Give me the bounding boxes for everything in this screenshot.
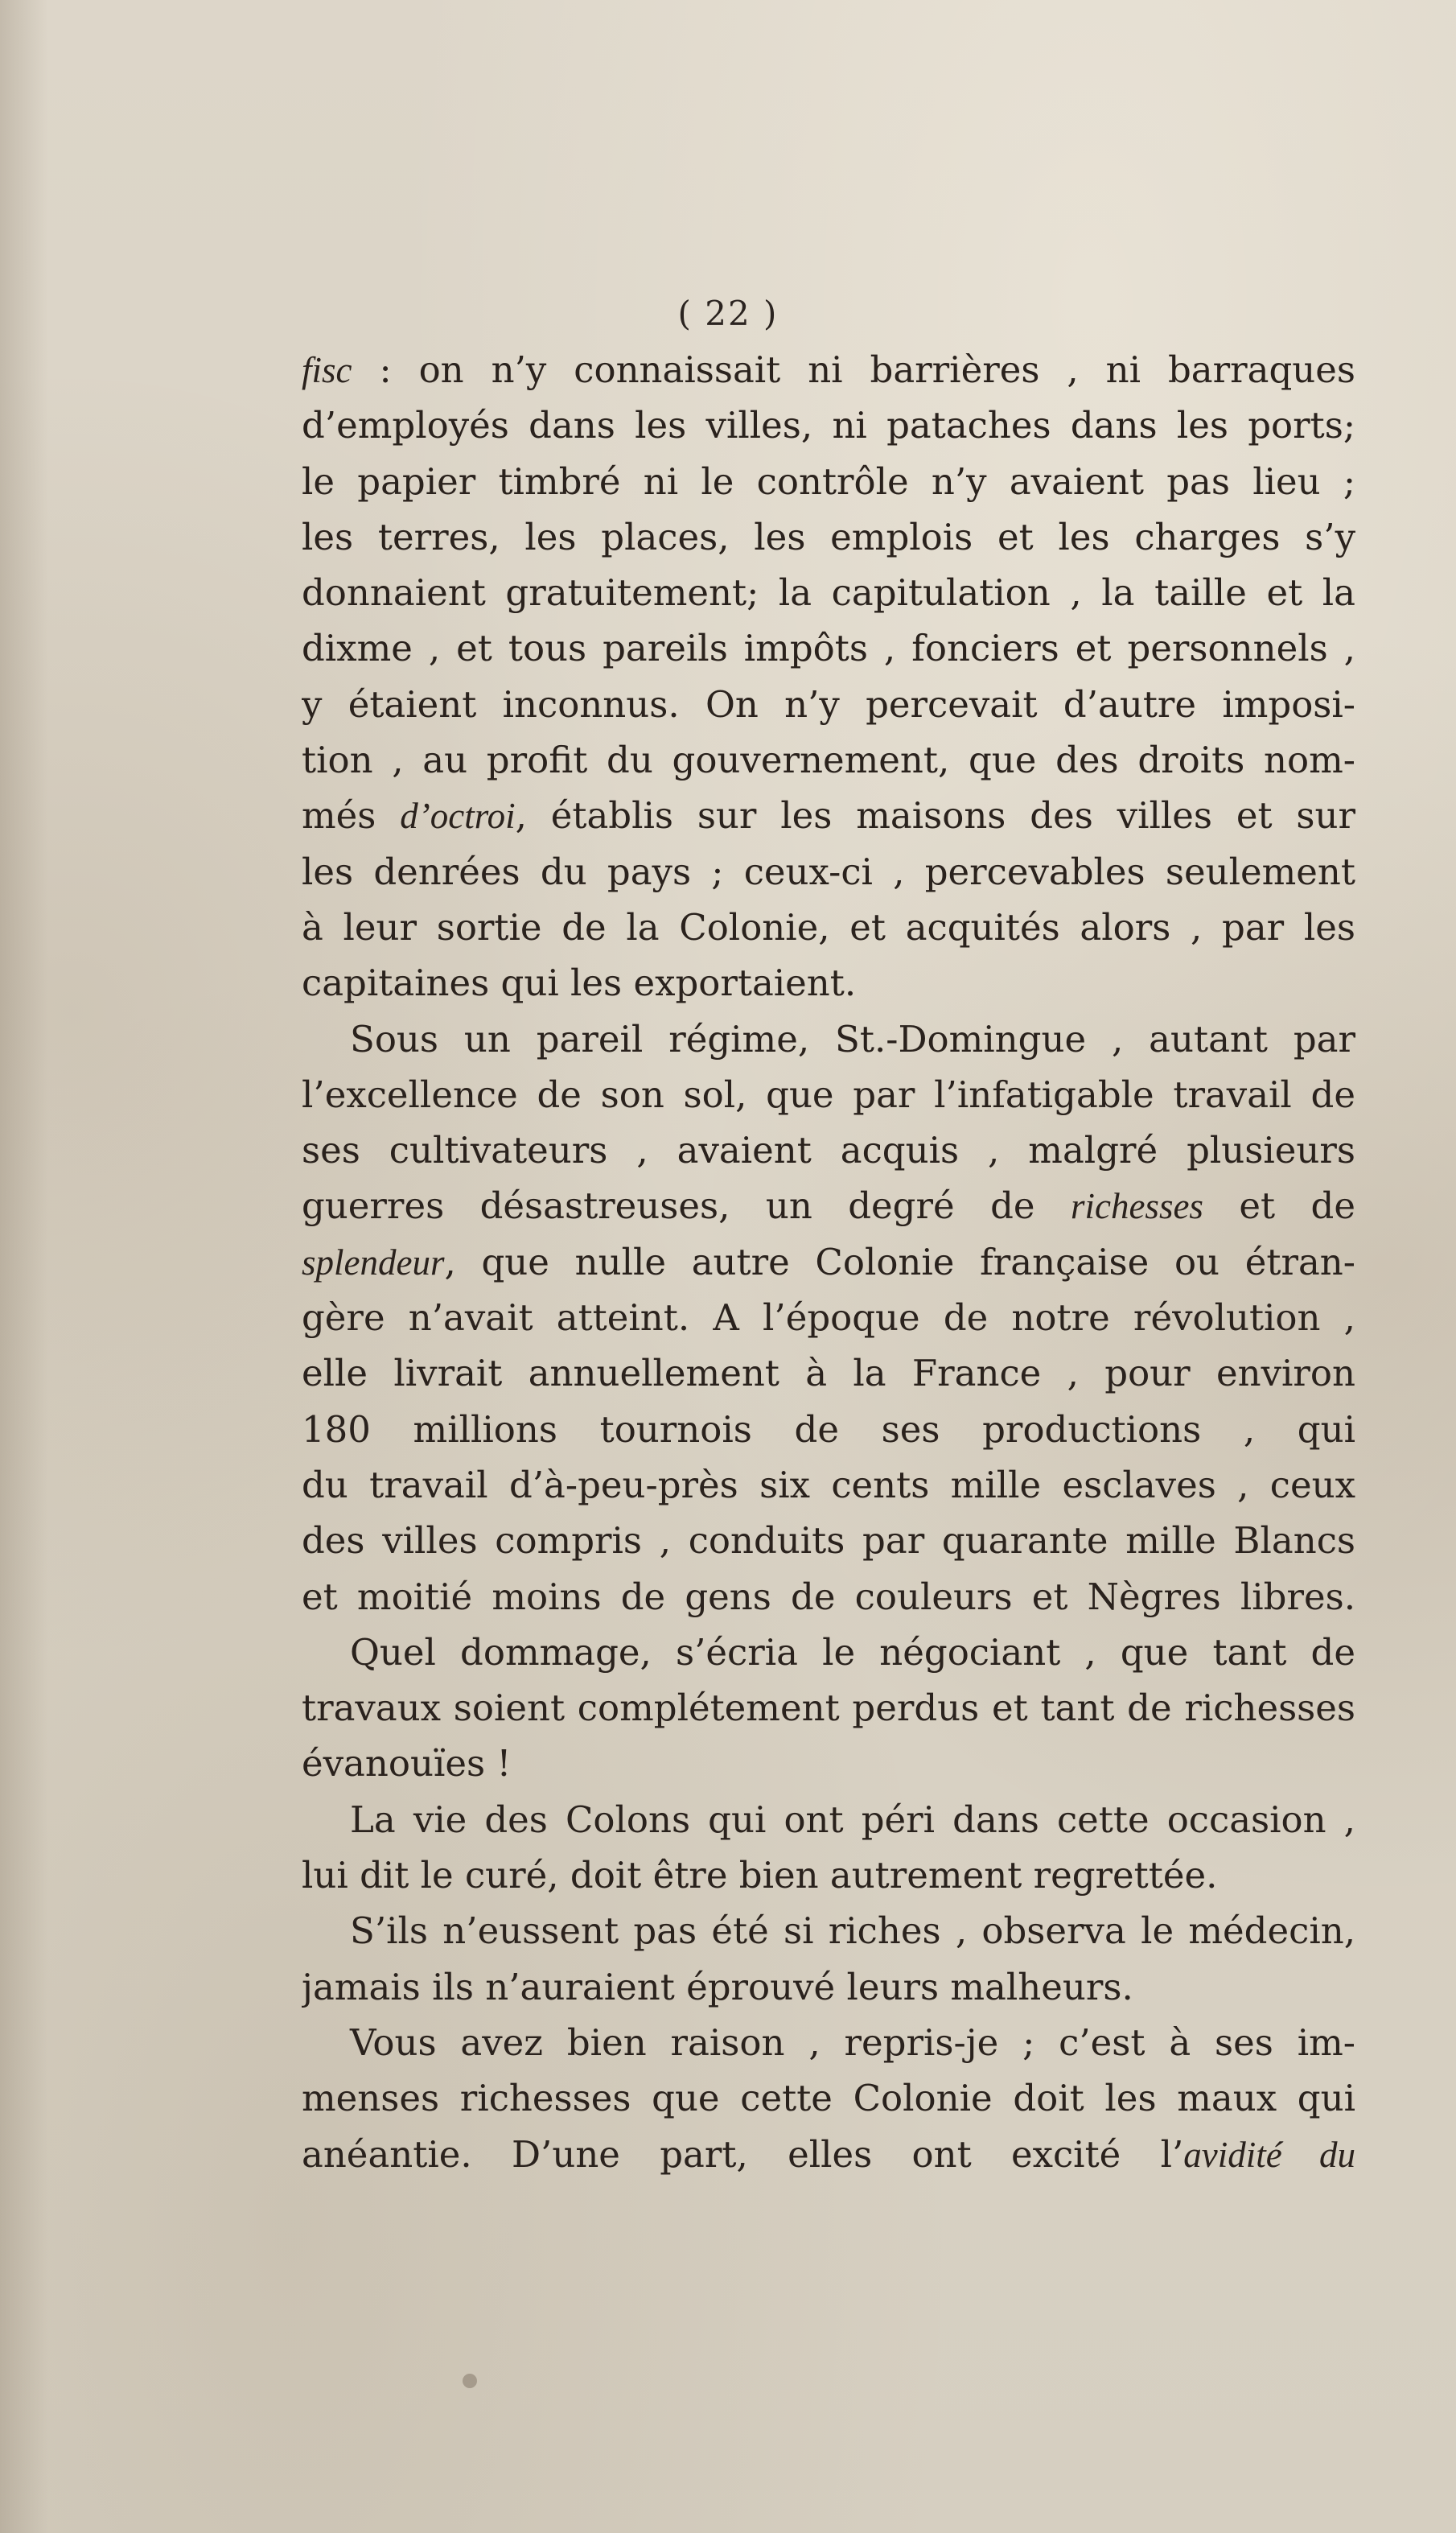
- text-line: [302, 844, 1355, 900]
- text-line: [302, 1011, 1355, 1067]
- text-segment: Quel dommage, s’écria le négociant , que tant de: [350, 1630, 1355, 1674]
- text-line: [302, 900, 1355, 955]
- italic-text: fisc: [302, 350, 352, 390]
- text-segment: le papier timbré ni le contrôle n’y avaient pas lieu ;: [302, 459, 1355, 503]
- text-segment: ses cultivateurs , avaient acquis , malgré plusieurs: [302, 1129, 1355, 1172]
- italic-text: avidité du: [1183, 2134, 1355, 2175]
- text-segment: du travail d’à-peu-près six cents mille esclaves , ceux: [302, 1463, 1355, 1506]
- page-number: ( 22 ): [677, 294, 779, 333]
- text-line: [302, 788, 1355, 843]
- text-line: [302, 1847, 1355, 1903]
- text-segment: et moitié moins de gens de couleurs et Nègres libres.: [302, 1575, 1355, 1618]
- text-line: [302, 1402, 1355, 1457]
- text-line: [302, 955, 1355, 1011]
- italic-text: richesses: [1070, 1186, 1203, 1227]
- body-text: [302, 342, 1355, 2182]
- text-line: [302, 1513, 1355, 1568]
- text-line: [302, 1792, 1355, 1847]
- text-line: [302, 1234, 1355, 1290]
- text-line: [302, 620, 1355, 676]
- text-segment: travaux soient complétement perdus et tant de richesses: [302, 1687, 1355, 1730]
- text-line: [302, 565, 1355, 620]
- text-line: [302, 342, 1355, 397]
- text-segment: lui dit le curé, doit être bien autrement regrettée.: [302, 1854, 1218, 1897]
- text-line: [302, 677, 1355, 732]
- italic-text: d’octroi: [400, 796, 516, 837]
- text-segment: jamais ils n’auraient éprouvé leurs malheurs.: [302, 1965, 1133, 2008]
- text-line: [302, 1959, 1355, 2015]
- text-line: [302, 2015, 1355, 2070]
- text-segment: d’employés dans les villes, ni pataches dans les ports;: [302, 404, 1355, 447]
- text-line: [302, 1625, 1355, 1680]
- text-line: [302, 1290, 1355, 1345]
- text-line: [302, 732, 1355, 788]
- text-segment: menses richesses que cette Colonie doit les maux qui: [302, 2077, 1355, 2120]
- text-segment: les denrées du pays ; ceux-ci , percevables seulement: [302, 850, 1355, 893]
- text-segment: évanouïes !: [302, 1742, 512, 1785]
- text-line: [302, 1345, 1355, 1401]
- text-segment: guerres désastreuses, un degré de: [302, 1184, 1071, 1228]
- text-segment: donnaient gratuitement; la capitulation , la taille et la: [302, 571, 1355, 615]
- text-line: [302, 1736, 1355, 1791]
- text-segment: anéantie. D’une part, elles ont excité l’: [302, 2132, 1184, 2176]
- ink-smudge: [463, 2374, 477, 2388]
- text-segment: més: [302, 794, 401, 838]
- text-segment: l’excellence de son sol, que par l’infatigable travail de: [302, 1073, 1355, 1116]
- text-line: [302, 1457, 1355, 1513]
- text-line: [302, 1178, 1355, 1234]
- text-segment: 180 millions tournois de ses productions , qui: [302, 1407, 1355, 1451]
- text-line: [302, 1569, 1355, 1625]
- text-line: [302, 2127, 1355, 2182]
- text-segment: S’ils n’eussent pas été si riches , observa le médecin,: [350, 1909, 1355, 1953]
- text-segment: La vie des Colons qui ont péri dans cette occasion ,: [350, 1798, 1355, 1841]
- text-segment: elle livrait annuellement à la France , pour environ: [302, 1352, 1355, 1395]
- text-line: [302, 509, 1355, 565]
- text-line: [302, 1067, 1355, 1122]
- text-segment: Vous avez bien raison , repris-je ; c’est à ses im-: [350, 2020, 1355, 2064]
- text-segment: gère n’avait atteint. A l’époque de notre révolution ,: [302, 1296, 1355, 1340]
- text-line: [302, 1903, 1355, 1958]
- text-segment: des villes compris , conduits par quarante mille Blancs: [302, 1519, 1355, 1563]
- text-line: [302, 397, 1355, 453]
- text-segment: , que nulle autre Colonie française ou étran-: [444, 1240, 1355, 1283]
- text-segment: à leur sortie de la Colonie, et acquités alors , par les: [302, 905, 1355, 949]
- text-segment: Sous un pareil régime, St.-Domingue , autant par: [350, 1017, 1355, 1061]
- text-segment: dixme , et tous pareils impôts , fonciers et personnels ,: [302, 627, 1355, 670]
- text-segment: , établis sur les maisons des villes et sur: [515, 794, 1355, 838]
- text-segment: tion , au profit du gouvernement, que des droits nom-: [302, 739, 1355, 782]
- page-gutter-shadow: [0, 0, 48, 2533]
- text-line: [302, 2070, 1355, 2126]
- text-line: [302, 1680, 1355, 1736]
- text-segment: les terres, les places, les emplois et les charges s’y: [302, 515, 1355, 558]
- text-segment: y étaient inconnus. On n’y percevait d’autre imposi-: [302, 682, 1355, 726]
- italic-text: splendeur: [302, 1242, 445, 1283]
- text-segment: : on n’y connaissait ni barrières , ni barraques: [352, 348, 1355, 391]
- text-segment: et de: [1203, 1184, 1355, 1228]
- text-line: [302, 454, 1355, 509]
- text-segment: capitaines qui les exportaient.: [302, 962, 857, 1005]
- text-line: [302, 1122, 1355, 1178]
